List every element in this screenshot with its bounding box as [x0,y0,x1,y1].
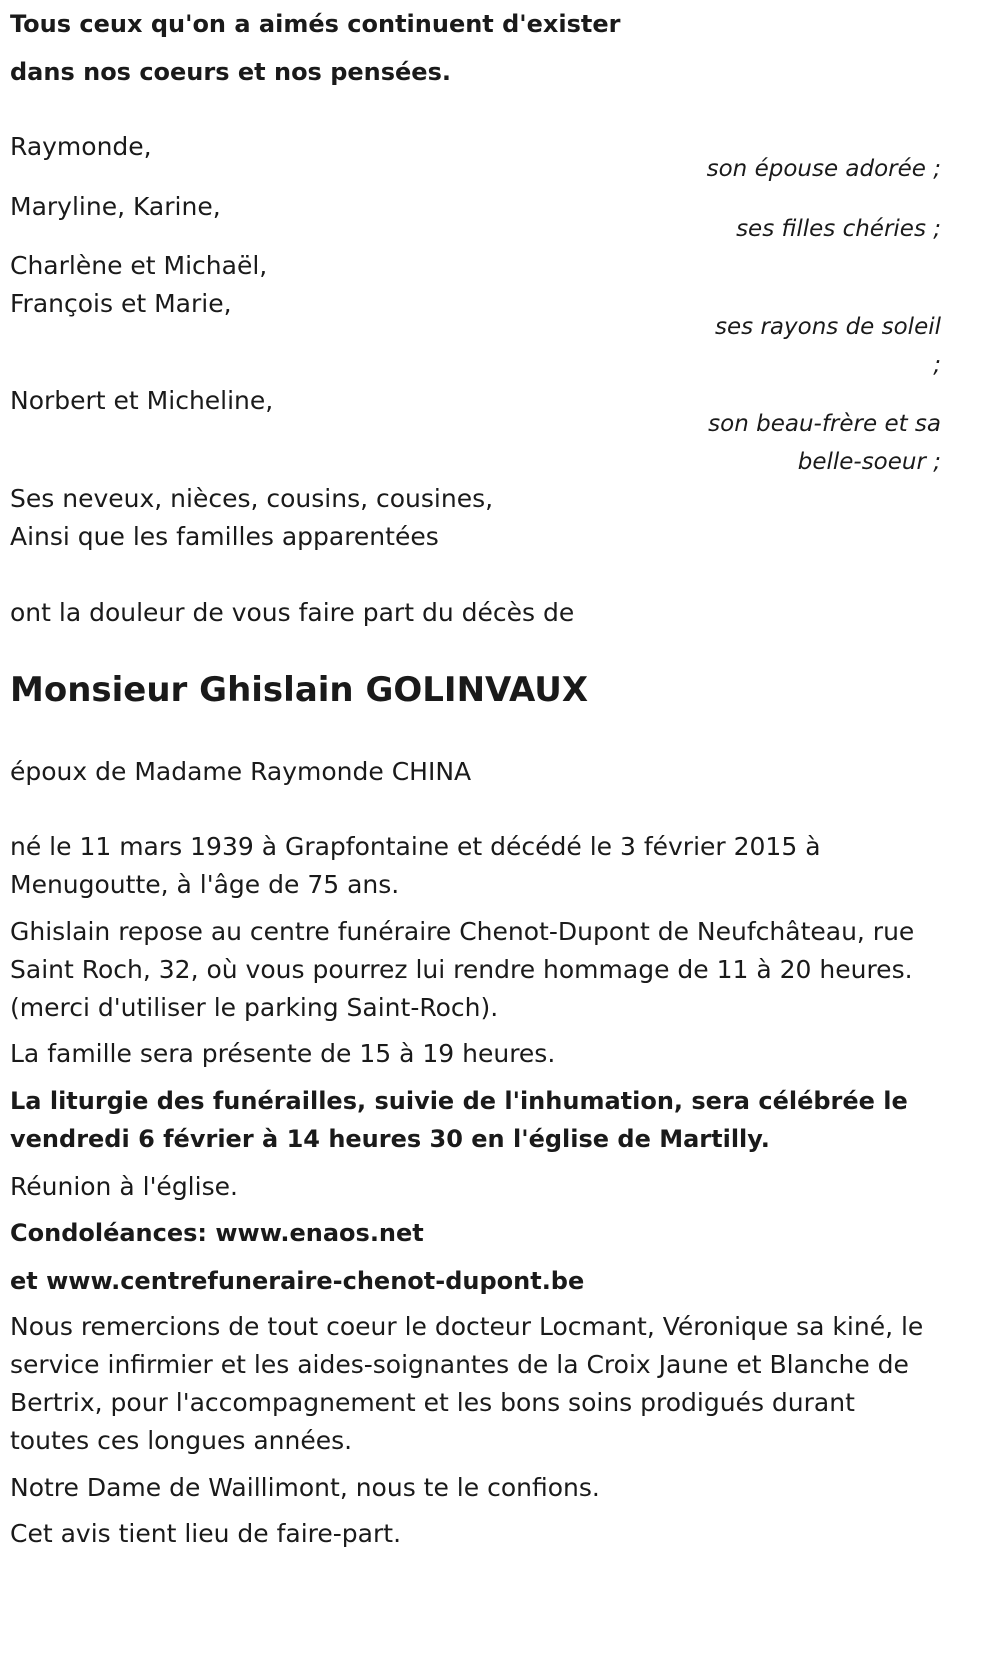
family-name-grandchildren-1: Charlène et Michaël, [10,251,268,280]
meeting-line: Réunion à l'église. [10,1172,238,1201]
birth-death-line-1: né le 11 mars 1939 à Grapfontaine et décédé le 3 février 2015 à [10,832,821,861]
family-name-in-laws: Norbert et Micheline, [10,386,274,415]
family-relation-grandchildren-1: ses rayons de soleil [715,314,941,340]
quote-line-2: dans nos coeurs et nos pensées. [10,58,451,86]
relatives-line-2: Ainsi que les familles apparentées [10,522,439,551]
quote-line-1: Tous ceux qu'on a aimés continuent d'exister [10,10,621,38]
family-name-daughters: Maryline, Karine, [10,192,221,221]
family-presence: La famille sera présente de 15 à 19 heures. [10,1039,556,1068]
spouse-line: époux de Madame Raymonde CHINA [10,757,472,786]
family-relation-in-laws-1: son beau-frère et sa [708,411,941,437]
thanks-line-2: service infirmier et les aides-soignantes de la Croix Jaune et Blanche de [10,1350,909,1379]
liturgy-line-1: La liturgie des funérailles, suivie de l'inhumation, sera célébrée le [10,1087,908,1115]
rest-line-2: Saint Roch, 32, où vous pourrez lui rendre hommage de 11 à 20 heures. [10,955,913,984]
prayer-line: Notre Dame de Waillimont, nous te le confions. [10,1473,600,1502]
thanks-line-4: toutes ces longues années. [10,1426,353,1455]
family-relation-spouse: son épouse adorée ; [706,156,941,182]
deceased-name: Monsieur Ghislain GOLINVAUX [10,670,589,710]
thanks-line-3: Bertrix, pour l'accompagnement et les bons soins prodigués durant [10,1388,855,1417]
family-relation-in-laws-2: belle-soeur ; [797,449,941,475]
rest-line-3: (merci d'utiliser le parking Saint-Roch). [10,993,499,1022]
condolences-line-1: Condoléances: www.enaos.net [10,1219,424,1247]
thanks-line-1: Nous remercions de tout coeur le docteur Locmant, Véronique sa kiné, le [10,1312,924,1341]
announcement: ont la douleur de vous faire part du décès de [10,598,575,627]
relatives-line-1: Ses neveux, nièces, cousins, cousines, [10,484,494,513]
notice-line: Cet avis tient lieu de faire-part. [10,1519,402,1548]
family-name-grandchildren-2: François et Marie, [10,289,232,318]
family-relation-daughters: ses filles chéries ; [736,216,941,242]
rest-line-1: Ghislain repose au centre funéraire Chenot-Dupont de Neufchâteau, rue [10,917,915,946]
family-name-spouse: Raymonde, [10,132,152,161]
liturgy-line-2: vendredi 6 février à 14 heures 30 en l'église de Martilly. [10,1125,770,1153]
family-relation-grandchildren-2: ; [933,352,941,378]
birth-death-line-2: Menugoutte, à l'âge de 75 ans. [10,870,400,899]
condolences-line-2: et www.centrefuneraire-chenot-dupont.be [10,1267,585,1295]
